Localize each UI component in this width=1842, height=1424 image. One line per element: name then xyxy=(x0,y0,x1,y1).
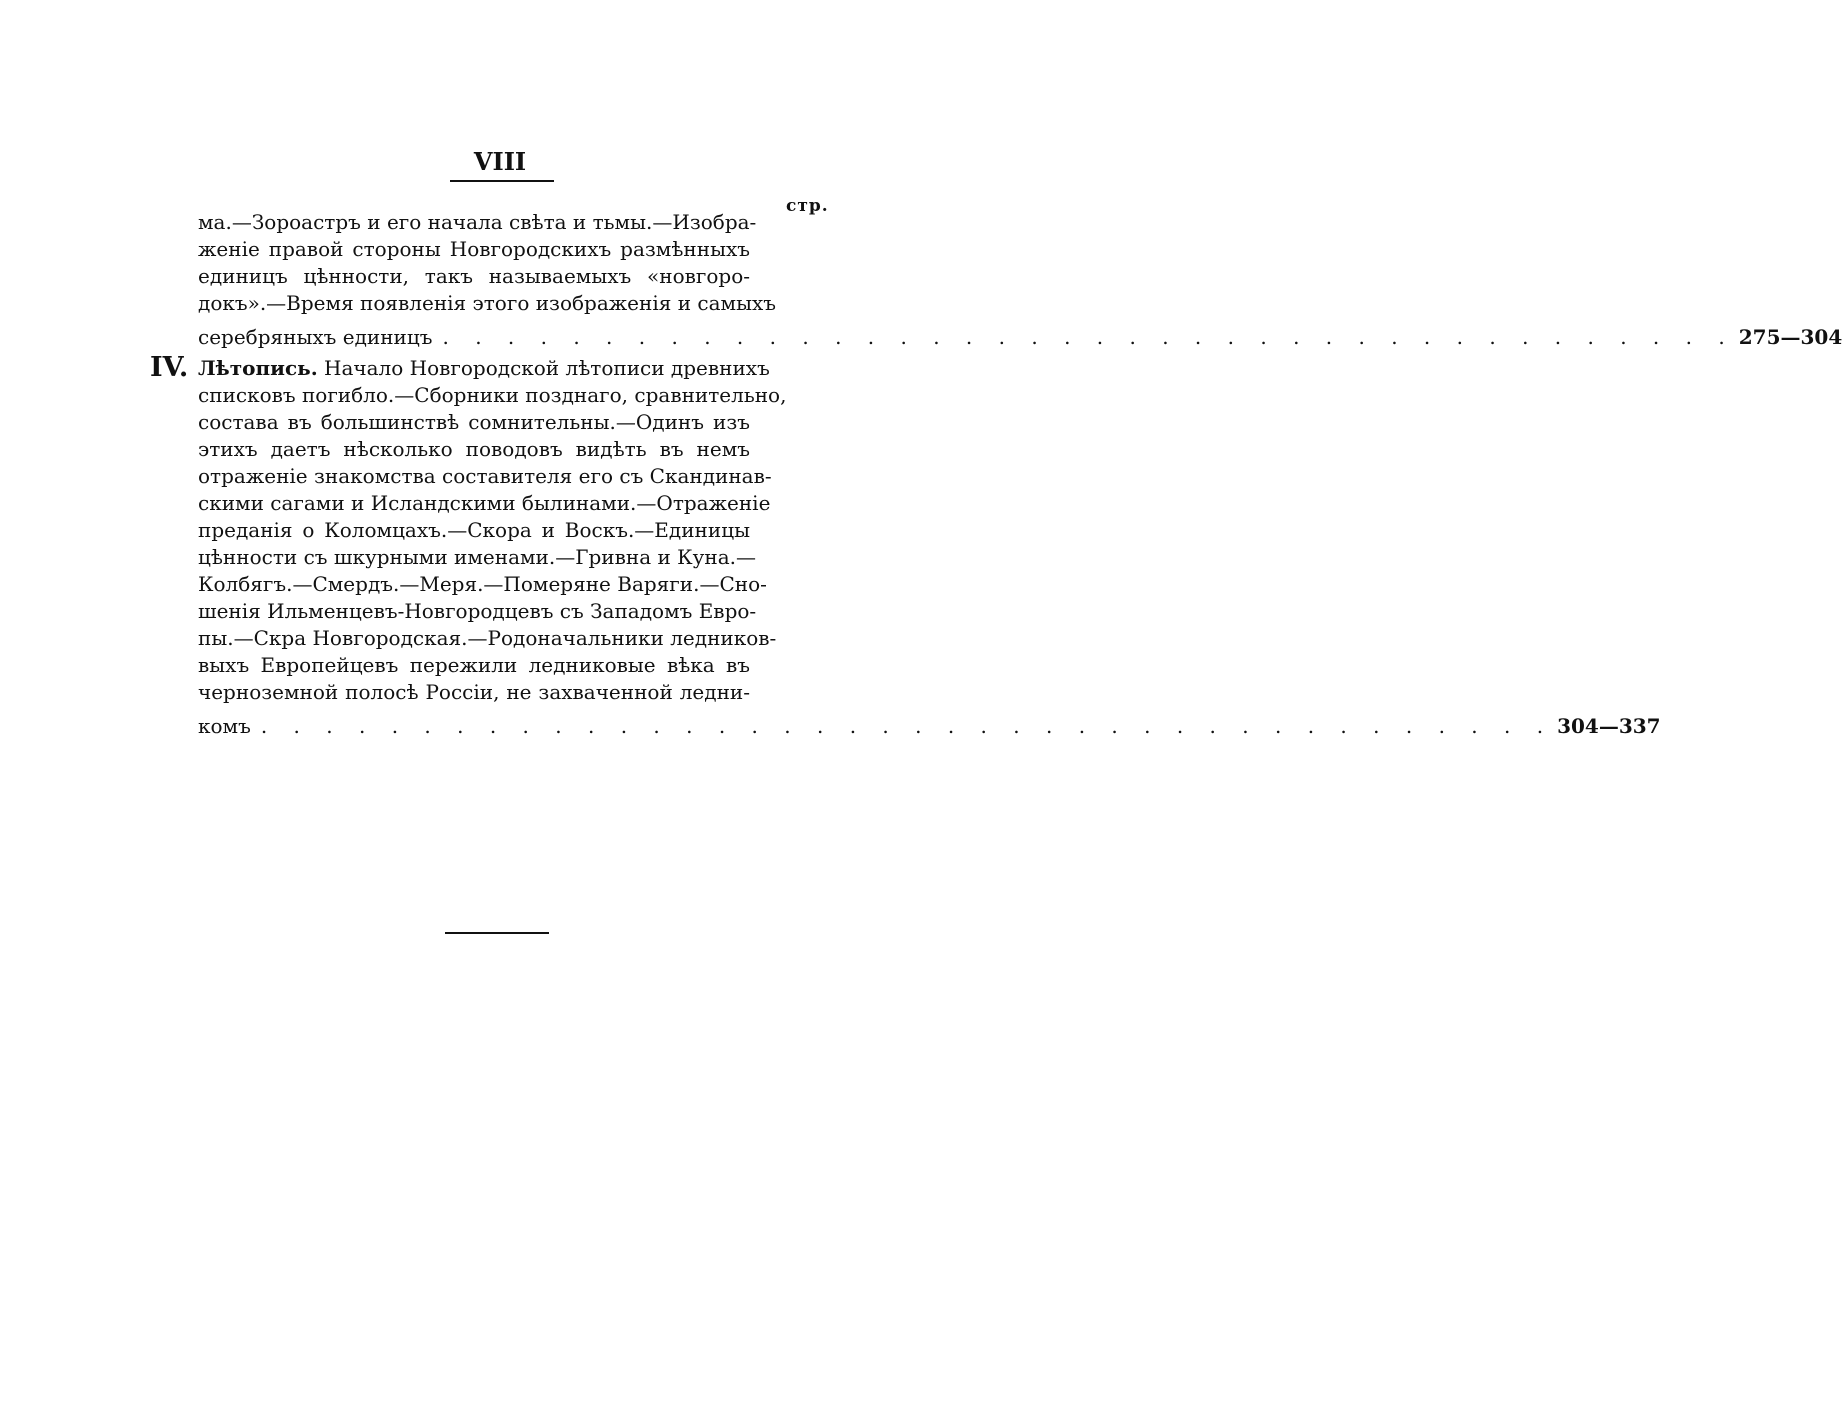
entry-text-line: этихъ даетъ нѣсколько поводовъ видѣть въ немъ xyxy=(198,437,750,461)
page-range: 304—337 xyxy=(1557,714,1661,738)
entry-text-line: ма.—Зороастръ и его начала свѣта и тьмы.—Изобра- xyxy=(198,210,757,234)
closing-rule xyxy=(445,932,549,934)
entry-text-line: отраженіе знакомства составителя его съ Скандинав- xyxy=(198,464,772,488)
page-range: 275—304 xyxy=(1738,325,1842,349)
entry-text-line: списковъ погибло.—Сборники позднаго, сравнительно, xyxy=(198,383,787,407)
entry-text-line: единицъ цѣнности, такъ называемыхъ «новгоро- xyxy=(198,264,750,288)
entry-leader-line xyxy=(198,324,1842,351)
entry-text-line: женіе правой стороны Новгородскихъ размѣнныхъ xyxy=(198,237,750,261)
entry-last-line: комъ xyxy=(198,714,251,738)
dot-leader: . . . . . . . . . . . . . . . . . . . . . . . . . . . . . . . . . . . . . . . . xyxy=(442,325,1735,349)
header-rule xyxy=(450,180,554,182)
page-number: VIII xyxy=(473,147,527,176)
section-numeral: IV. xyxy=(150,352,189,383)
entry-text-line: пы.—Скра Новгородская.—Родоначальники ледников- xyxy=(198,626,777,650)
dot-leader: . . . . . . . . . . . . . . . . . . . . . . . . . . . . . . . . . . . . . . . . xyxy=(260,714,1554,738)
entry-text-line: шенія Ильменцевъ-Новгородцевъ съ Западомъ Евро- xyxy=(198,599,757,623)
entry-first-line xyxy=(198,355,770,382)
entry-first-line-text: Начало Новгородской лѣтописи древнихъ xyxy=(317,356,770,380)
entry-text-line: скими сагами и Исландскими былинами.—Отраженіе xyxy=(198,491,771,515)
entry-leader-line xyxy=(198,713,1661,740)
entry-text-line: цѣнности съ шкурными именами.—Гривна и Куна.— xyxy=(198,545,757,569)
entry-text-line: преданія о Коломцахъ.—Скора и Воскъ.—Единицы xyxy=(198,518,750,542)
entry-text-line: состава въ большинствѣ сомнительны.—Одинъ изъ xyxy=(198,410,750,434)
entry-text-line: черноземной полосѣ Россіи, не захваченной ледни- xyxy=(198,680,750,704)
section-heading: Лѣтопись. xyxy=(198,356,318,380)
entry-text-line: докъ».—Время появленія этого изображенія и самыхъ xyxy=(198,291,776,315)
entry-last-line: серебряныхъ единицъ xyxy=(198,325,433,349)
page-column-label: стр. xyxy=(786,196,829,216)
entry-text-line: выхъ Европейцевъ пережили ледниковые вѣка въ xyxy=(198,653,750,677)
entry-text-line: Колбягъ.—Смердъ.—Меря.—Померяне Варяги.—Сно- xyxy=(198,572,767,596)
